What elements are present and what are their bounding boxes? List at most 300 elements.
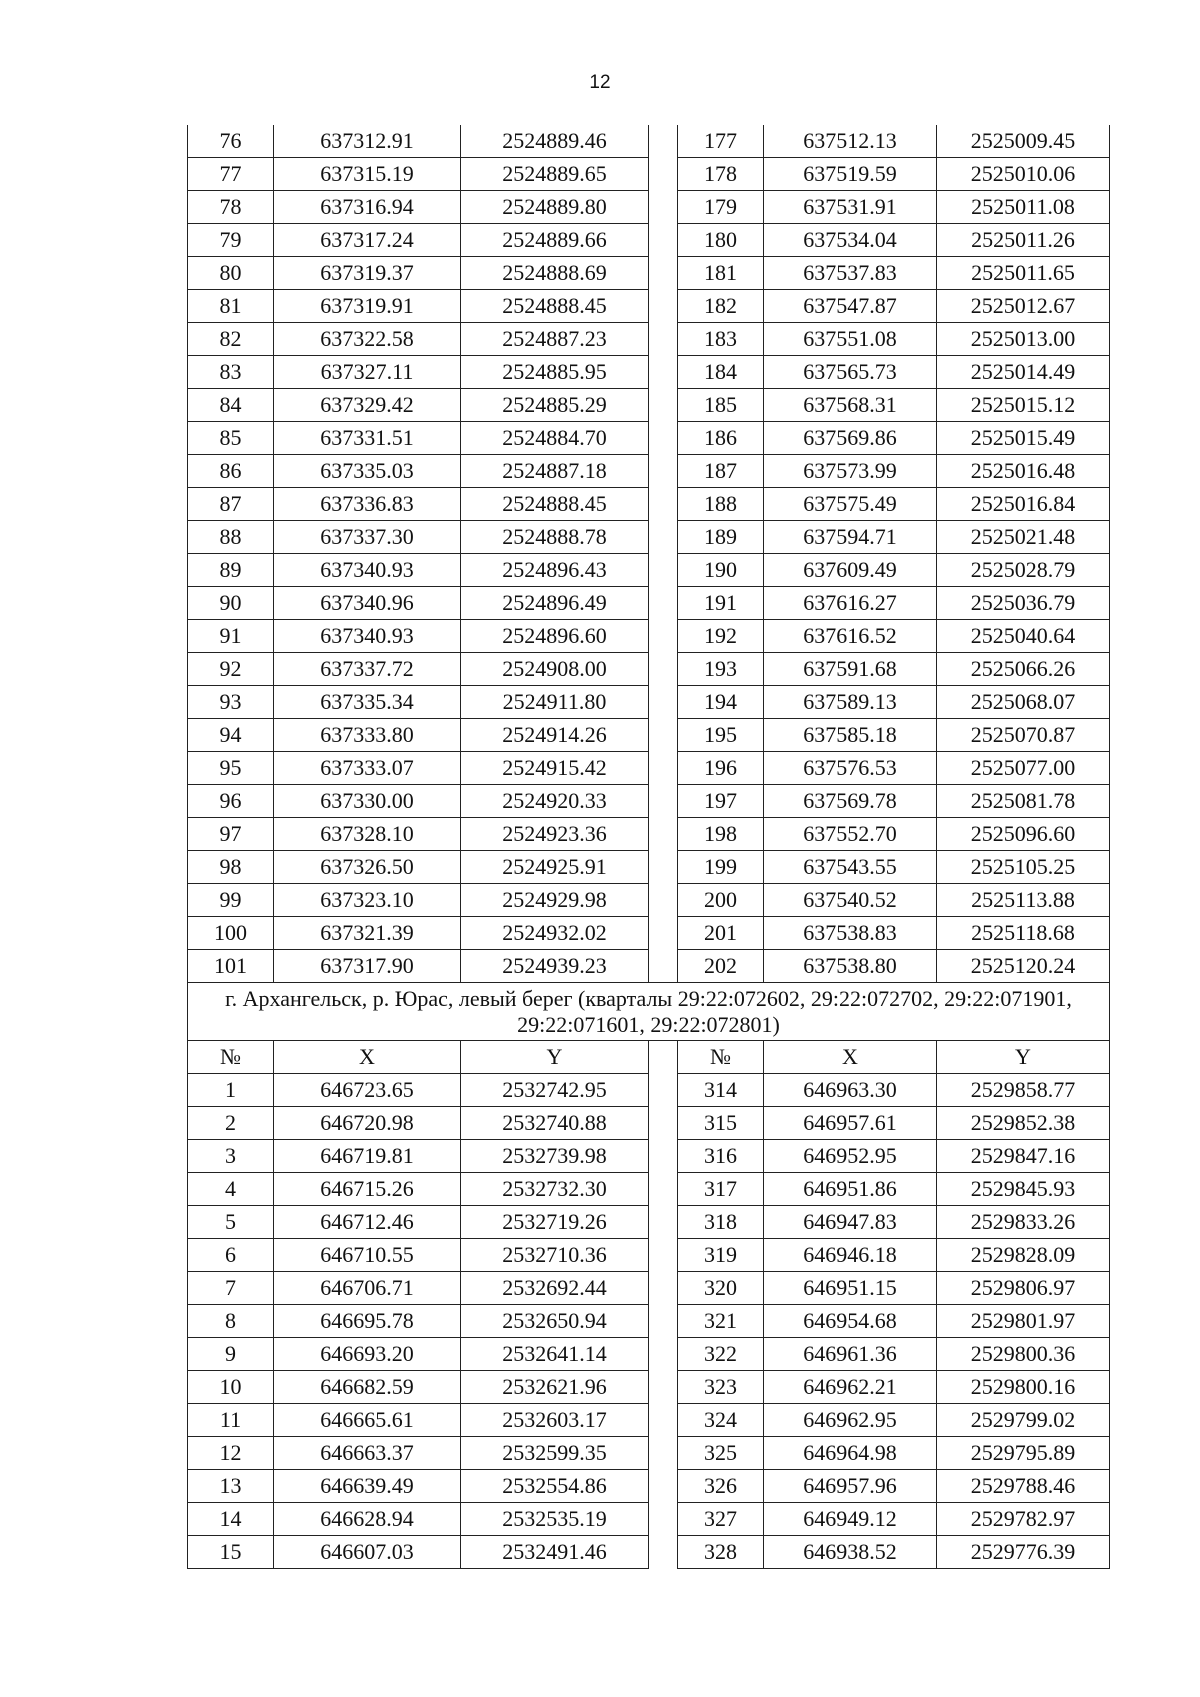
point-number-right: 194 [678,686,764,719]
y-left: 2524888.69 [461,257,649,290]
point-number-left: 14 [188,1503,274,1536]
x-right: 637551.08 [764,323,937,356]
column-header-x-left: X [274,1041,461,1074]
y-left: 2524920.33 [461,785,649,818]
x-left: 637321.39 [274,917,461,950]
point-number-left: 85 [188,422,274,455]
point-number-right: 179 [678,191,764,224]
point-number-left: 77 [188,158,274,191]
x-left: 646723.65 [274,1074,461,1107]
table-row [188,356,1110,389]
x-right: 646951.86 [764,1173,937,1206]
point-number-right: 195 [678,719,764,752]
y-left: 2524888.78 [461,521,649,554]
column-gap [649,191,678,224]
y-right: 2525118.68 [937,917,1110,950]
x-left: 646720.98 [274,1107,461,1140]
y-right: 2529795.89 [937,1437,1110,1470]
table-row [188,818,1110,851]
x-left: 637331.51 [274,422,461,455]
table-row [188,455,1110,488]
point-number-right: 183 [678,323,764,356]
point-number-right: 199 [678,851,764,884]
y-right: 2529782.97 [937,1503,1110,1536]
y-left: 2524896.49 [461,587,649,620]
point-number-left: 91 [188,620,274,653]
y-left: 2524885.95 [461,356,649,389]
column-gap [649,1404,678,1437]
x-right: 637547.87 [764,290,937,323]
y-right: 2529800.36 [937,1338,1110,1371]
x-left: 646695.78 [274,1305,461,1338]
x-left: 637336.83 [274,488,461,521]
x-left: 637322.58 [274,323,461,356]
x-left: 637329.42 [274,389,461,422]
table-body-top [188,125,1110,983]
table-row [188,125,1110,158]
y-right: 2525120.24 [937,950,1110,983]
table-body-bottom [188,1074,1110,1569]
point-number-left: 86 [188,455,274,488]
point-number-left: 93 [188,686,274,719]
table-row [188,620,1110,653]
x-right: 637568.31 [764,389,937,422]
table-row [188,1206,1110,1239]
point-number-right: 187 [678,455,764,488]
point-number-right: 202 [678,950,764,983]
x-right: 637591.68 [764,653,937,686]
column-gap [649,323,678,356]
y-right: 2525036.79 [937,587,1110,620]
y-right: 2525068.07 [937,686,1110,719]
page-number: 12 [589,72,611,93]
column-gap [649,389,678,422]
x-right: 637616.52 [764,620,937,653]
y-left: 2532599.35 [461,1437,649,1470]
y-left: 2532710.36 [461,1239,649,1272]
point-number-right: 197 [678,785,764,818]
point-number-right: 177 [678,125,764,158]
column-gap [649,1107,678,1140]
y-left: 2532650.94 [461,1305,649,1338]
y-left: 2524925.91 [461,851,649,884]
column-gap [649,884,678,917]
point-number-right: 198 [678,818,764,851]
x-left: 637315.19 [274,158,461,191]
table-row [188,1371,1110,1404]
column-gap [649,1338,678,1371]
column-gap [649,1503,678,1536]
column-gap [649,290,678,323]
column-gap [649,620,678,653]
x-right: 646957.96 [764,1470,937,1503]
x-right: 637565.73 [764,356,937,389]
y-left: 2524911.80 [461,686,649,719]
y-left: 2524888.45 [461,290,649,323]
column-gap [649,356,678,389]
point-number-left: 12 [188,1437,274,1470]
table-row [188,389,1110,422]
column-gap [649,1206,678,1239]
column-gap [649,224,678,257]
y-right: 2529799.02 [937,1404,1110,1437]
y-left: 2524889.65 [461,158,649,191]
y-right: 2525066.26 [937,653,1110,686]
column-gap [649,521,678,554]
table-row [188,1173,1110,1206]
y-right: 2525010.06 [937,158,1110,191]
y-left: 2524939.23 [461,950,649,983]
point-number-left: 6 [188,1239,274,1272]
point-number-left: 78 [188,191,274,224]
y-right: 2525040.64 [937,620,1110,653]
x-right: 646952.95 [764,1140,937,1173]
y-left: 2532641.14 [461,1338,649,1371]
column-gap [649,455,678,488]
point-number-left: 80 [188,257,274,290]
x-right: 637540.52 [764,884,937,917]
point-number-left: 81 [188,290,274,323]
y-left: 2524896.60 [461,620,649,653]
y-right: 2525070.87 [937,719,1110,752]
column-header-number-left: № [188,1041,274,1074]
y-right: 2525016.48 [937,455,1110,488]
y-left: 2532535.19 [461,1503,649,1536]
x-left: 637335.34 [274,686,461,719]
y-left: 2524889.80 [461,191,649,224]
x-right: 646957.61 [764,1107,937,1140]
y-right: 2525011.08 [937,191,1110,224]
point-number-left: 5 [188,1206,274,1239]
point-number-left: 89 [188,554,274,587]
table-row [188,785,1110,818]
x-right: 646962.95 [764,1404,937,1437]
x-left: 637317.90 [274,950,461,983]
x-left: 646712.46 [274,1206,461,1239]
y-right: 2525015.49 [937,422,1110,455]
x-left: 637326.50 [274,851,461,884]
point-number-left: 96 [188,785,274,818]
point-number-left: 8 [188,1305,274,1338]
table-row [188,1272,1110,1305]
x-right: 637573.99 [764,455,937,488]
point-number-left: 97 [188,818,274,851]
column-gap [649,422,678,455]
point-number-left: 3 [188,1140,274,1173]
x-left: 637340.93 [274,554,461,587]
point-number-left: 87 [188,488,274,521]
column-header-number-right: № [678,1041,764,1074]
x-right: 637594.71 [764,521,937,554]
y-left: 2524887.23 [461,323,649,356]
column-gap [649,1536,678,1569]
y-right: 2529776.39 [937,1536,1110,1569]
column-gap [649,1239,678,1272]
y-left: 2524923.36 [461,818,649,851]
x-right: 637538.80 [764,950,937,983]
column-header-y-left: Y [461,1041,649,1074]
point-number-right: 319 [678,1239,764,1272]
y-left: 2524915.42 [461,752,649,785]
y-right: 2529800.16 [937,1371,1110,1404]
y-right: 2525011.26 [937,224,1110,257]
point-number-left: 15 [188,1536,274,1569]
point-number-left: 11 [188,1404,274,1437]
point-number-right: 189 [678,521,764,554]
y-left: 2524914.26 [461,719,649,752]
y-left: 2524889.46 [461,125,649,158]
table-row [188,1536,1110,1569]
x-right: 637575.49 [764,488,937,521]
column-gap [649,587,678,620]
y-right: 2529845.93 [937,1173,1110,1206]
table-row [188,1470,1110,1503]
x-right: 637534.04 [764,224,937,257]
y-right: 2529828.09 [937,1239,1110,1272]
column-gap [649,851,678,884]
x-right: 646961.36 [764,1338,937,1371]
table-row [188,1437,1110,1470]
table-row [188,1140,1110,1173]
column-gap [649,752,678,785]
point-number-right: 321 [678,1305,764,1338]
point-number-left: 7 [188,1272,274,1305]
x-left: 646665.61 [274,1404,461,1437]
y-right: 2525081.78 [937,785,1110,818]
y-right: 2529788.46 [937,1470,1110,1503]
table-row [188,686,1110,719]
column-gap [649,554,678,587]
y-right: 2525009.45 [937,125,1110,158]
y-right: 2529833.26 [937,1206,1110,1239]
point-number-right: 327 [678,1503,764,1536]
point-number-right: 324 [678,1404,764,1437]
y-left: 2532692.44 [461,1272,649,1305]
x-right: 646963.30 [764,1074,937,1107]
table-row [188,422,1110,455]
y-right: 2529858.77 [937,1074,1110,1107]
x-left: 646607.03 [274,1536,461,1569]
x-right: 646964.98 [764,1437,937,1470]
column-gap [649,950,678,983]
point-number-right: 192 [678,620,764,653]
x-right: 646949.12 [764,1503,937,1536]
point-number-right: 328 [678,1536,764,1569]
column-header-x-right: X [764,1041,937,1074]
point-number-left: 13 [188,1470,274,1503]
y-left: 2532554.86 [461,1470,649,1503]
coordinates-table [187,125,1110,1569]
table-row [188,1404,1110,1437]
column-gap [649,125,678,158]
x-right: 637576.53 [764,752,937,785]
point-number-right: 182 [678,290,764,323]
y-left: 2532732.30 [461,1173,649,1206]
x-right: 637512.13 [764,125,937,158]
y-right: 2525015.12 [937,389,1110,422]
x-left: 637312.91 [274,125,461,158]
section-title: г. Архангельск, р. Юрас, левый берег (кварталы 29:22:072602, 29:22:072702, 29:22:071901, 29:22:071601, 29:22:072801) [188,983,1110,1041]
point-number-left: 9 [188,1338,274,1371]
y-left: 2532719.26 [461,1206,649,1239]
y-left: 2524896.43 [461,554,649,587]
y-right: 2525113.88 [937,884,1110,917]
point-number-left: 2 [188,1107,274,1140]
table-row [188,521,1110,554]
x-left: 637319.37 [274,257,461,290]
column-gap [649,785,678,818]
table-row [188,554,1110,587]
column-gap [649,1173,678,1206]
x-right: 646962.21 [764,1371,937,1404]
column-gap [649,653,678,686]
column-gap [649,818,678,851]
point-number-left: 10 [188,1371,274,1404]
point-number-left: 90 [188,587,274,620]
point-number-left: 84 [188,389,274,422]
x-left: 646706.71 [274,1272,461,1305]
point-number-right: 314 [678,1074,764,1107]
y-right: 2525077.00 [937,752,1110,785]
x-right: 637569.78 [764,785,937,818]
point-number-right: 196 [678,752,764,785]
x-left: 646682.59 [274,1371,461,1404]
x-right: 637609.49 [764,554,937,587]
x-left: 637340.93 [274,620,461,653]
table-row [188,1338,1110,1371]
table-row [188,290,1110,323]
y-right: 2525011.65 [937,257,1110,290]
point-number-left: 100 [188,917,274,950]
point-number-left: 82 [188,323,274,356]
y-right: 2525012.67 [937,290,1110,323]
y-right: 2525013.00 [937,323,1110,356]
x-left: 637340.96 [274,587,461,620]
y-left: 2524932.02 [461,917,649,950]
point-number-left: 95 [188,752,274,785]
column-gap [649,719,678,752]
point-number-left: 76 [188,125,274,158]
table-row [188,224,1110,257]
y-right: 2525021.48 [937,521,1110,554]
x-right: 637519.59 [764,158,937,191]
y-right: 2529847.16 [937,1140,1110,1173]
table-row [188,719,1110,752]
column-gap [649,158,678,191]
column-gap [649,917,678,950]
column-gap [649,257,678,290]
point-number-right: 326 [678,1470,764,1503]
y-right: 2525105.25 [937,851,1110,884]
y-right: 2525014.49 [937,356,1110,389]
point-number-right: 185 [678,389,764,422]
x-right: 637552.70 [764,818,937,851]
y-left: 2532742.95 [461,1074,649,1107]
point-number-right: 181 [678,257,764,290]
y-left: 2524884.70 [461,422,649,455]
section-title-row [188,983,1110,1041]
x-right: 646938.52 [764,1536,937,1569]
y-left: 2524885.29 [461,389,649,422]
x-left: 637328.10 [274,818,461,851]
y-right: 2525028.79 [937,554,1110,587]
y-left: 2524929.98 [461,884,649,917]
table-row [188,950,1110,983]
point-number-right: 186 [678,422,764,455]
point-number-right: 318 [678,1206,764,1239]
x-right: 637537.83 [764,257,937,290]
y-left: 2524888.45 [461,488,649,521]
x-right: 637531.91 [764,191,937,224]
table-row [188,191,1110,224]
x-left: 637317.24 [274,224,461,257]
column-header-row [188,1041,1110,1074]
y-left: 2524887.18 [461,455,649,488]
point-number-left: 98 [188,851,274,884]
x-left: 646710.55 [274,1239,461,1272]
y-left: 2532740.88 [461,1107,649,1140]
point-number-right: 178 [678,158,764,191]
x-left: 637316.94 [274,191,461,224]
x-left: 637337.30 [274,521,461,554]
point-number-left: 1 [188,1074,274,1107]
point-number-right: 320 [678,1272,764,1305]
y-right: 2529801.97 [937,1305,1110,1338]
point-number-right: 315 [678,1107,764,1140]
y-left: 2524889.66 [461,224,649,257]
table-row [188,587,1110,620]
x-left: 637330.00 [274,785,461,818]
x-right: 637589.13 [764,686,937,719]
table-row [188,884,1110,917]
column-gap [649,1470,678,1503]
table-row [188,158,1110,191]
point-number-right: 180 [678,224,764,257]
point-number-left: 79 [188,224,274,257]
point-number-right: 201 [678,917,764,950]
point-number-right: 325 [678,1437,764,1470]
table-row [188,257,1110,290]
x-left: 637319.91 [274,290,461,323]
x-right: 637585.18 [764,719,937,752]
x-right: 637616.27 [764,587,937,620]
column-gap [649,1371,678,1404]
point-number-right: 188 [678,488,764,521]
point-number-right: 322 [678,1338,764,1371]
y-right: 2529852.38 [937,1107,1110,1140]
table-row [188,752,1110,785]
x-left: 646715.26 [274,1173,461,1206]
table-row [188,1239,1110,1272]
point-number-right: 191 [678,587,764,620]
table-row [188,1503,1110,1536]
column-gap [649,1074,678,1107]
column-gap [649,1305,678,1338]
x-right: 646951.15 [764,1272,937,1305]
table-row [188,1107,1110,1140]
column-gap [649,686,678,719]
table-row [188,653,1110,686]
point-number-left: 83 [188,356,274,389]
x-left: 646663.37 [274,1437,461,1470]
point-number-right: 200 [678,884,764,917]
point-number-right: 193 [678,653,764,686]
x-left: 646719.81 [274,1140,461,1173]
x-right: 637543.55 [764,851,937,884]
x-right: 646954.68 [764,1305,937,1338]
point-number-right: 317 [678,1173,764,1206]
x-right: 646947.83 [764,1206,937,1239]
